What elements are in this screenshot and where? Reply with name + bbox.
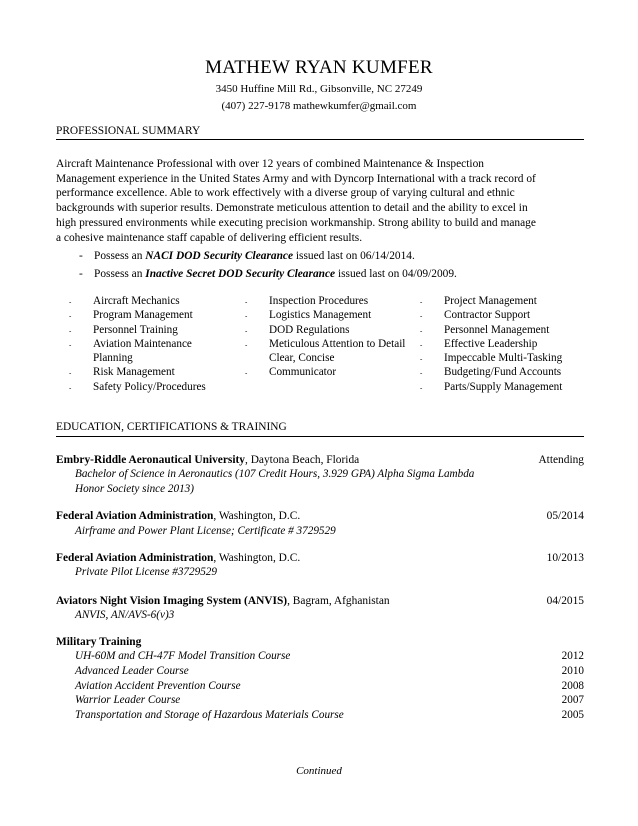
skill-item: Clear, Concise	[269, 352, 335, 365]
institution-name: Embry-Riddle Aeronautical University	[56, 454, 245, 466]
education-entry: Aviators Night Vision Imaging System (ANVIS), Bagram, Afghanistan 04/2015	[56, 595, 584, 607]
skill-item: - Personnel Training	[69, 323, 178, 336]
skills-column-3	[420, 294, 563, 394]
skill-item: - Budgeting/Fund Accounts	[420, 366, 562, 379]
bullet-dash: -	[79, 268, 83, 280]
summary-line: performance excellence. Able to work effectively with a diverse group of varying cultural and ethnic	[56, 187, 515, 200]
entry-detail: ANVIS, AN/AVS-6(v)3	[75, 609, 175, 621]
summary-line: Management experience in the United States Army and with Dyncorp International with a track record of	[56, 172, 536, 185]
skills-column-1	[69, 294, 206, 394]
section-divider	[56, 436, 584, 437]
course-year: 2007	[561, 694, 584, 706]
summary-line: high pressured environments while executing precision workmanship. Strong ability to build and manage	[56, 216, 536, 229]
course-year: 2005	[561, 709, 584, 721]
clearance-item: - Possess an Inactive Secret DOD Security Clearance issued last on 04/09/2009.	[79, 268, 457, 280]
clearance-item: - Possess an NACI DOD Security Clearance issued last on 06/14/2014.	[79, 250, 415, 262]
skill-item: - Aviation Maintenance	[69, 337, 192, 350]
entry-date: Attending	[538, 454, 584, 466]
training-course: Transportation and Storage of Hazardous Materials Course 2005	[75, 709, 584, 721]
skill-item: - Personnel Management	[420, 323, 550, 336]
contact-info: (407) 227-9178 mathewkumfer@gmail.com	[221, 100, 417, 112]
entry-detail: Airframe and Power Plant License; Certificate # 3729529	[75, 525, 336, 537]
candidate-name: MATHEW RYAN KUMFER	[205, 57, 433, 78]
clearance-name: Inactive Secret DOD Security Clearance	[145, 268, 336, 280]
section-divider	[56, 139, 584, 140]
entry-date: 05/2014	[546, 510, 584, 522]
skill-item: - Safety Policy/Procedures	[69, 380, 206, 393]
skill-item: - Effective Leadership	[420, 337, 538, 350]
entry-detail: Private Pilot License #3729529	[75, 566, 217, 578]
skill-item: - DOD Regulations	[245, 323, 350, 336]
summary-line: backgrounds with superior results. Demonstrate meticulous attention to detail and the ability to excel in	[56, 202, 528, 215]
skill-item: - Parts/Supply Management	[420, 380, 563, 393]
skill-item: - Project Management	[420, 295, 537, 307]
skill-item: - Meticulous Attention to Detail	[245, 337, 406, 350]
skills-column-2	[245, 294, 406, 380]
skill-item: - Inspection Procedures	[245, 295, 369, 307]
entry-date: 04/2015	[546, 595, 584, 607]
course-year: 2012	[561, 650, 584, 662]
institution-name: Aviators Night Vision Imaging System (ANVIS)	[56, 595, 288, 607]
military-training-heading: Military Training	[56, 636, 142, 648]
course-year: 2010	[561, 665, 584, 677]
summary-paragraph	[56, 157, 578, 245]
skill-item: - Logistics Management	[245, 309, 372, 322]
entry-detail: Bachelor of Science in Aeronautics (107 Credit Hours, 3.929 GPA) Alpha Sigma Lambda Honor Society since 2013)	[75, 468, 475, 495]
skill-item: Planning	[93, 352, 133, 365]
education-entry: Federal Aviation Administration, Washington, D.C. 05/2014	[56, 510, 584, 522]
section-title-education: EDUCATION, CERTIFICATIONS & TRAINING	[56, 421, 287, 433]
skill-item: - Program Management	[69, 309, 193, 322]
address: 3450 Huffine Mill Rd., Gibsonville, NC 27249	[215, 83, 423, 95]
skill-item: - Risk Management	[69, 366, 175, 379]
education-entry: Embry-Riddle Aeronautical University, Daytona Beach, Florida Attending	[56, 454, 584, 466]
institution-name: Federal Aviation Administration	[56, 510, 214, 522]
continued-note: Continued	[296, 765, 342, 777]
skill-item: - Aircraft Mechanics	[69, 295, 180, 307]
institution-name: Federal Aviation Administration	[56, 552, 214, 564]
training-course: Advanced Leader Course 2010	[75, 665, 584, 677]
clearance-name: NACI DOD Security Clearance	[145, 250, 294, 262]
training-course: UH-60M and CH-47F Model Transition Course 2012	[75, 650, 584, 662]
education-entry: Federal Aviation Administration, Washington, D.C. 10/2013	[56, 552, 584, 564]
skill-item: - Impeccable Multi-Tasking	[420, 352, 563, 365]
bullet-dash: -	[79, 250, 83, 262]
skill-item: - Communicator	[245, 366, 337, 379]
entry-date: 10/2013	[546, 552, 584, 564]
section-title-summary: PROFESSIONAL SUMMARY	[56, 125, 201, 137]
course-year: 2008	[561, 680, 584, 692]
training-course: Warrior Leader Course 2007	[75, 694, 584, 706]
training-course: Aviation Accident Prevention Course 2008	[75, 680, 584, 692]
summary-line: Aircraft Maintenance Professional with over 12 years of combined Maintenance & Inspection	[56, 158, 484, 170]
skill-item: - Contractor Support	[420, 309, 531, 322]
summary-line: a cohesive maintenance staff capable of delivering efficient results.	[56, 231, 363, 244]
